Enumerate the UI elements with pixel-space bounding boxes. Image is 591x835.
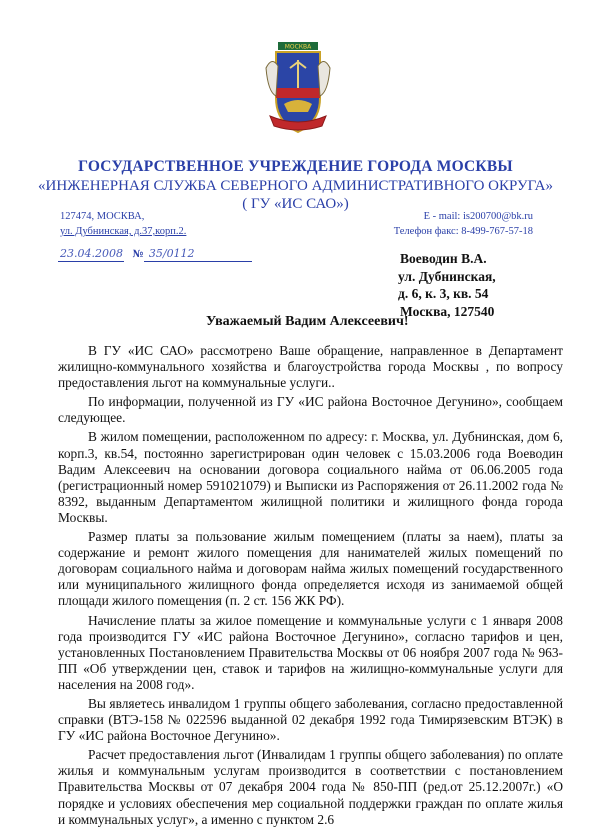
- recipient-block: [398, 250, 496, 320]
- postal-address-line2: ул. Дубнинская, д.37,корп.2.: [60, 226, 187, 237]
- emblem-banner-text: МОСКВА: [284, 43, 312, 51]
- outgoing-reference: [60, 247, 195, 260]
- outgoing-number-label: №: [132, 249, 144, 260]
- organization-title: ГОСУДАРСТВЕННОЕ УЧРЕЖДЕНИЕ ГОРОДА МОСКВЫ: [78, 158, 513, 175]
- paragraph: В жилом помещении, расположенном по адресу: г. Москва, ул. Дубнинская, дом 6, корп.3, кв.54, постоянно зарегистрирован один человек с 15.03.2006 года Воеводин Вадим Алексеевич на основании договора социального найма от 06.06.2005 года (регистрационный номер 591021079) и Выписки из Распоряжения от 26.11.2002 года № 8392, выданным Департаментом жилищной политики и жилищного фонда города Москвы.: [58, 429, 563, 525]
- date-underline: [58, 261, 124, 262]
- paragraph: По информации, полученной из ГУ «ИС района Восточное Дегунино», сообщаем следующее.: [58, 394, 563, 426]
- postal-address-line1: 127474, МОСКВА,: [60, 211, 145, 222]
- organization-abbreviation: ( ГУ «ИС САО»): [242, 196, 349, 212]
- outgoing-number: 35/0112: [148, 247, 195, 260]
- recipient-city: Москва, 127540: [400, 303, 495, 319]
- paragraph: В ГУ «ИС САО» рассмотрено Ваше обращение, направленное в Департамент жилищно-коммунального хозяйства и благоустройства города Москвы , по вопросу предоставления льгот на коммунальные услуги..: [58, 343, 563, 391]
- email-contact: E - mail: is200700@bk.ru: [423, 211, 533, 222]
- recipient-street: ул. Дубнинская,: [398, 268, 496, 284]
- paragraph: Размер платы за пользование жилым помещением (платы за наем), платы за содержание и ремонт жилого помещения для нанимателей жилых помещений по договорам социального найма и договорам найма жилых помещений государственного или муниципального жилищного фонда определяется исходя из занимаемой общей площади жилого помещения (п. 2 ст. 156 ЖК РФ).: [58, 529, 563, 609]
- paragraph: Начисление платы за жилое помещение и коммунальные услуги с 1 января 2008 года производится ГУ «ИС района Восточное Дегунино», согласно тарифов и цен, установленных Постановлением Правительства Москвы от 06 ноября 2007 года № 963-ПП «Об утверждении цен, ставок и тарифов на жилищно-коммунальные услуги для населения на 2008 год».: [58, 612, 563, 692]
- paragraph: Вы являетесь инвалидом 1 группы общего заболевания, согласно предоставленной справки (ВТЭ-158 № 022596 выданной 02 декабря 1992 года Тимирязевским ВТЭК) в ГУ «ИС района Восточное Дегунино».: [58, 695, 563, 744]
- outgoing-date: 23.04.2008: [60, 247, 123, 260]
- salutation: Уважаемый Вадим Алексеевич!: [206, 314, 409, 329]
- recipient-house: д. 6, к. 3, кв. 54: [398, 286, 489, 301]
- coat-of-arms-emblem: [262, 38, 334, 140]
- organization-name: «ИНЖЕНЕРНАЯ СЛУЖБА СЕВЕРНОГО АДМИНИСТРАТИВНОГО ОКРУГА»: [38, 178, 553, 194]
- coat-of-arms-icon: [262, 38, 334, 140]
- letter-body: [58, 343, 563, 831]
- phone-contact: Телефон факс: 8-499-767-57-18: [393, 226, 533, 237]
- paragraph: Расчет предоставления льгот (Инвалидам 1 группы общего заболевания) по оплате жилья и коммунальным услугам производится в соответствии с постановлением Правительства Москвы от 07 декабря 2004 года № 850-ПП (ред.от 25.12.2007г.) «О порядке и условиях обеспечения мер социальной поддержки граждан по оплате жилья и коммунальных услуг», а именно с пунктом 2.6: [58, 747, 563, 827]
- recipient-name: Воеводин В.А.: [400, 251, 487, 266]
- number-underline: [144, 261, 252, 262]
